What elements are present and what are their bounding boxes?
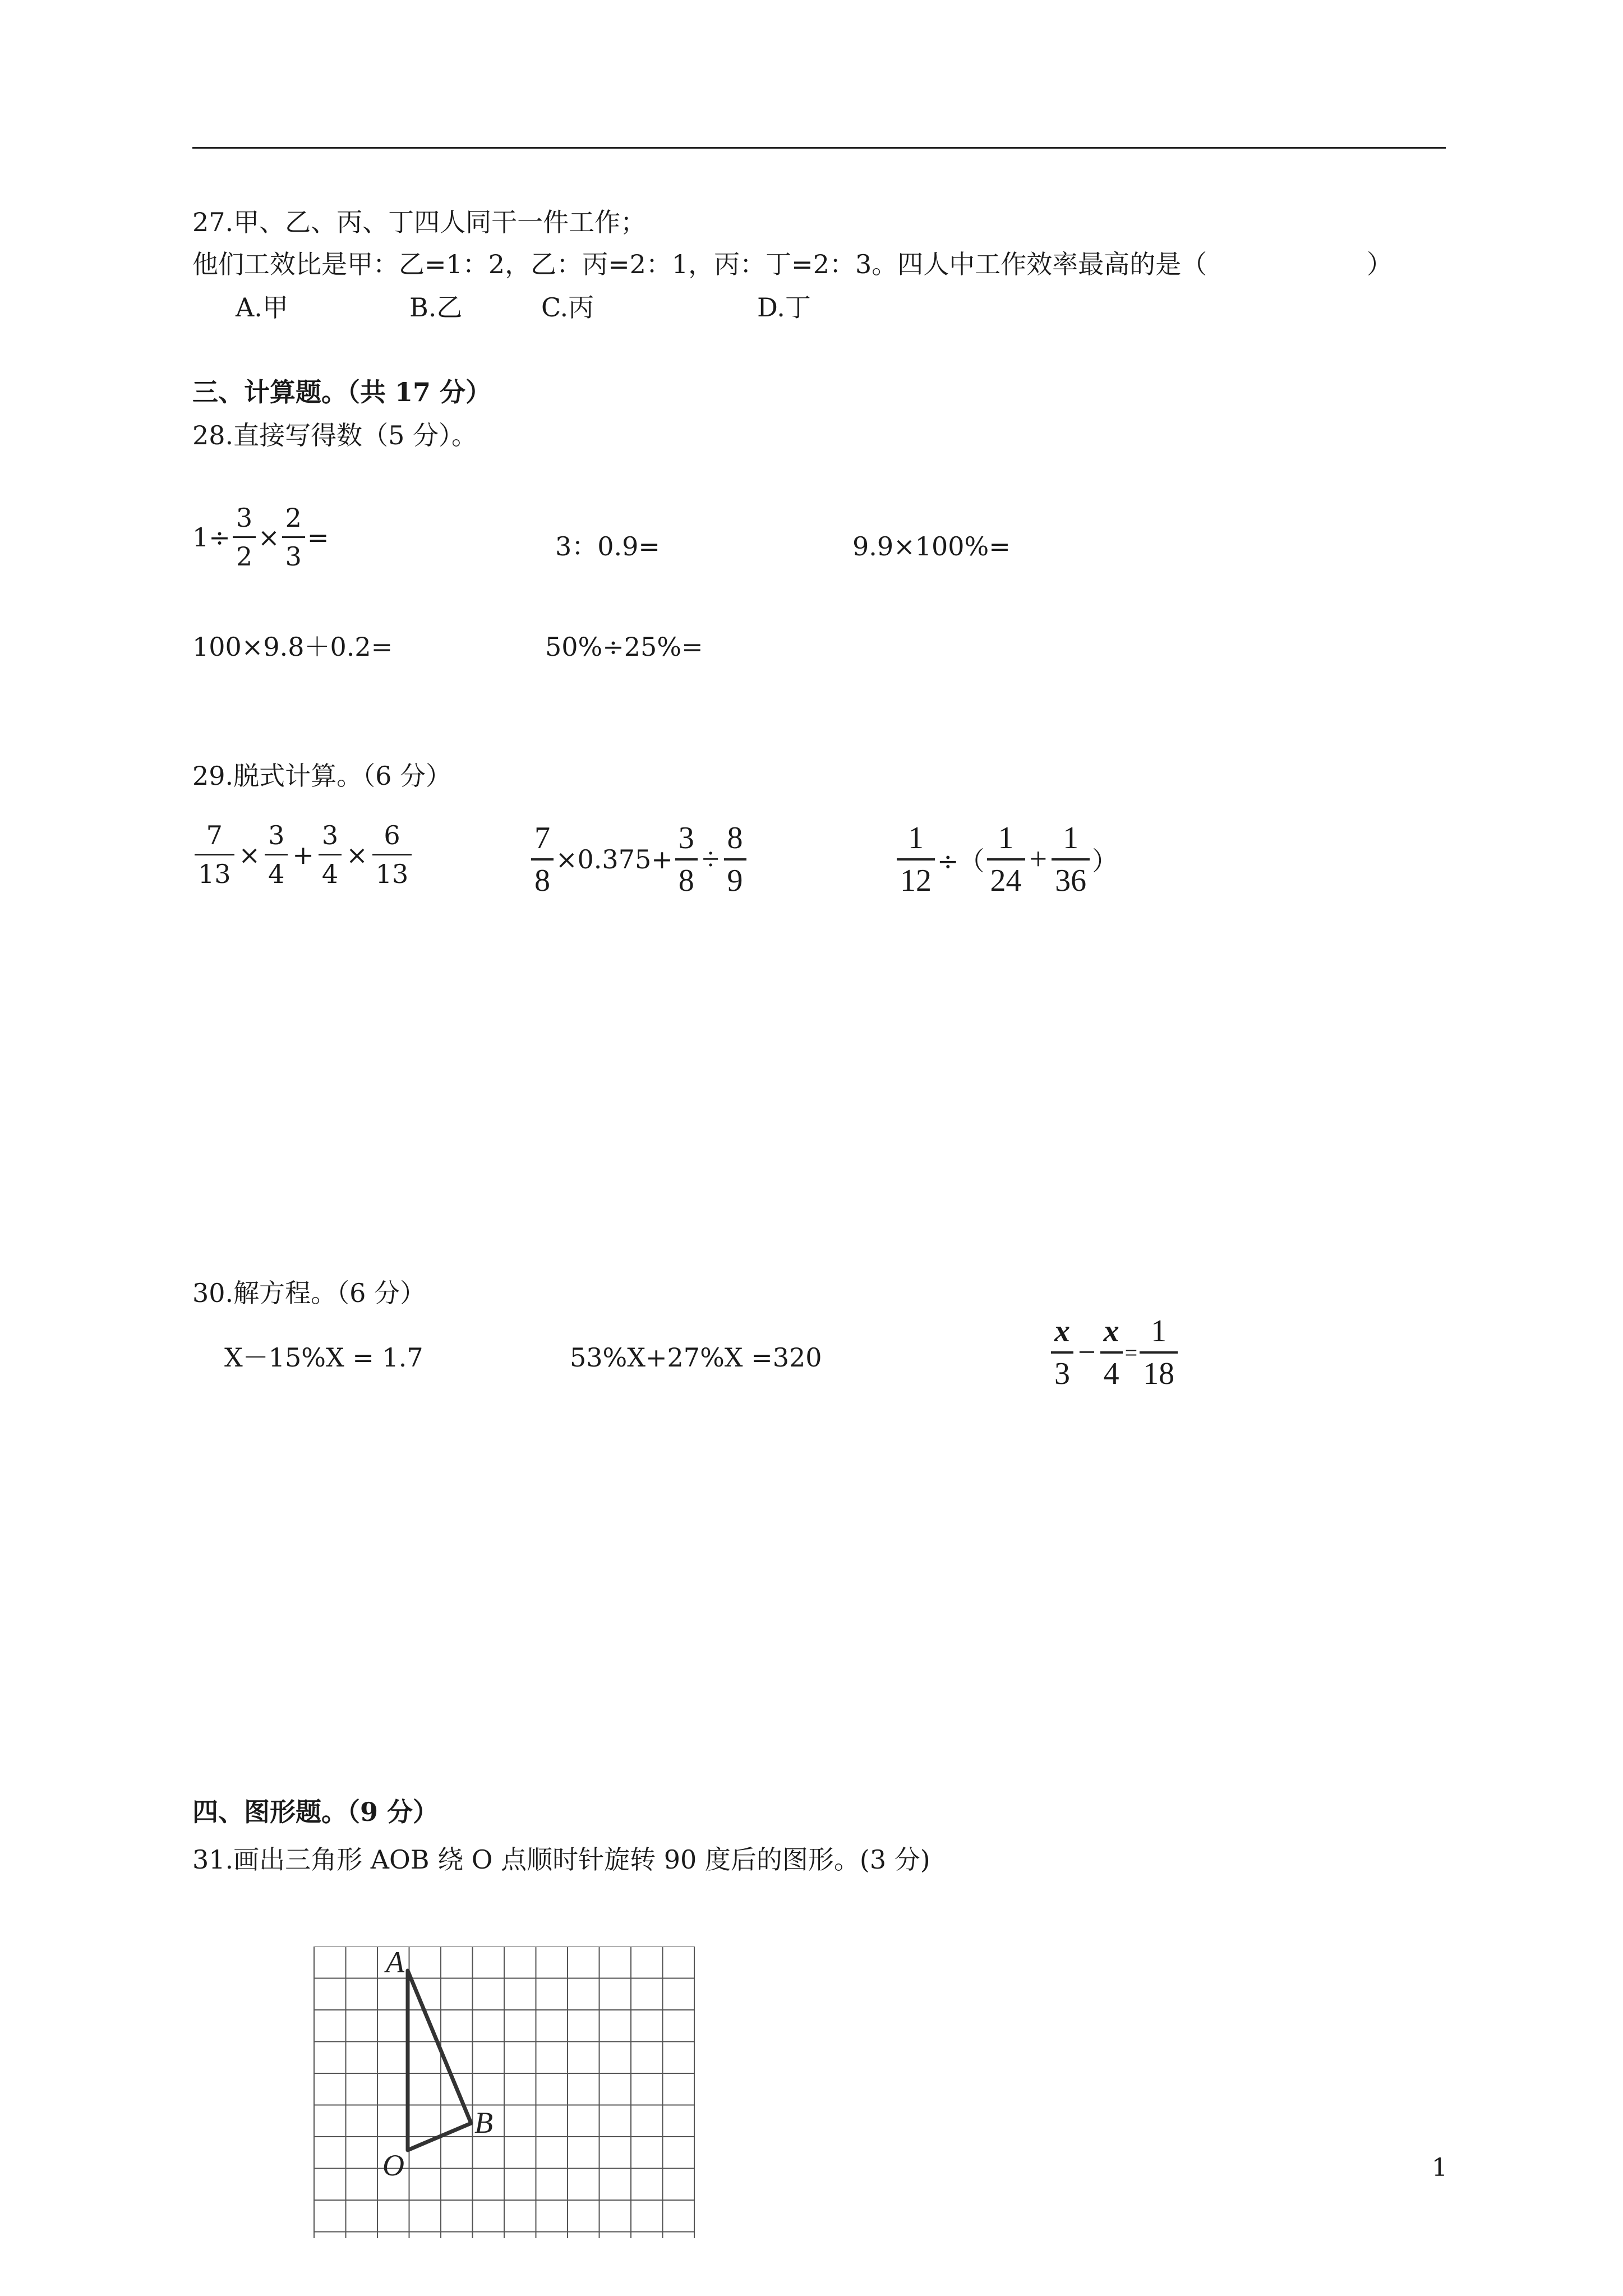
q29-e2-a-num: 7 [534,821,550,855]
q29-e2-frac-a [531,822,554,896]
q29-e3-close: ） [1092,846,1118,876]
q28-e1-f2-den: 3 [285,541,302,572]
label-a: A [386,1947,404,1979]
rotation-grid [303,1947,707,2238]
q30-e3-c-den: 18 [1143,1356,1175,1391]
header-rule [192,147,1446,149]
q30-title: 30.解方程。（6 分） [192,1278,426,1308]
q30-expr-1: X－15%X = 1.7 [224,1342,423,1373]
q27-paren-close: ） [1367,249,1393,279]
q28-e1-mid: × [258,522,280,553]
q28-expr-5: 50%÷25%= [545,632,703,662]
q30-e3-b-den: 4 [1103,1356,1119,1391]
q30-e3-minus: − [1078,1335,1096,1370]
q28-e1-f1-den: 2 [236,541,253,572]
q27-option-b: B.乙 [409,292,463,323]
q29-e2-a-den: 8 [534,863,550,898]
label-b: B [474,2106,493,2139]
q29-e2-mid: ×0.375+ [556,844,673,875]
q30-e3-eq: = [1124,1340,1138,1365]
q28-expr-2: 3：0.9= [555,531,660,562]
q29-e3-frac-a [897,822,935,896]
q29-expr-2 [529,822,749,896]
q27-option-c: C.丙 [541,292,594,323]
q30-e3-a-den: 3 [1054,1356,1070,1391]
q29-e2-b-den: 8 [678,863,694,898]
q29-e3-frac-b [987,822,1025,896]
label-o: O [382,2148,404,2182]
q28-expr-1 [192,503,329,572]
q29-e1-d-den: 13 [375,859,409,889]
q29-e1-d-num: 6 [384,820,400,850]
q29-e3-plus: + [1029,842,1048,877]
q29-e2-c-den: 9 [727,863,743,898]
q30-e3-frac-a [1051,1315,1073,1389]
q29-e3-c-num: 1 [1063,821,1079,855]
q29-e1-a-den: 13 [198,859,231,889]
q29-e3-a-den: 12 [900,863,932,898]
q29-e3-a-num: 1 [908,821,924,855]
q29-e2-c-num: 8 [727,821,743,855]
q27-option-a: A.甲 [236,292,288,323]
q28-e1-frac-1 [233,503,256,572]
q29-expr-3 [895,822,1118,896]
q30-e3-b-num: x [1103,1314,1119,1349]
q30-e3-a-num: x [1054,1314,1070,1349]
section3-title: 三、计算题。（共 17 分） [192,377,492,407]
q29-e3-op: ÷（ [937,846,985,876]
page-number: 1 [1432,2154,1447,2182]
q31-title: 31.画出三角形 AOB 绕 O 点顺时针旋转 90 度后的图形。(3 分) [192,1844,930,1875]
q29-e1-op2: + [292,839,314,870]
q28-e1-f1-num: 3 [236,503,253,533]
q28-e1-frac-2 [282,503,305,572]
q30-expr-2: 53%X+27%X =320 [570,1342,822,1373]
q29-e1-frac-a [195,822,234,887]
q29-e3-b-num: 1 [998,821,1014,855]
q29-expr-1 [192,822,414,887]
q30-expr-3 [1049,1315,1180,1389]
q29-e1-op3: × [346,839,368,870]
section4-title: 四、图形题。（9 分） [192,1797,439,1827]
q29-e1-frac-d [372,822,412,887]
q30-e3-frac-c [1140,1315,1178,1389]
q29-e1-op1: × [238,839,261,870]
q29-e2-frac-c [724,822,746,896]
q29-e2-frac-b [675,822,698,896]
triangle-aob [408,1971,471,2150]
q30-e3-c-num: 1 [1151,1314,1167,1349]
q29-e3-b-den: 24 [990,863,1022,898]
q29-e1-b-den: 4 [268,859,285,889]
q28-e1-post: = [307,522,329,553]
q29-e1-frac-c [319,822,342,887]
q28-e1-pre: 1÷ [192,522,230,553]
q28-expr-3: 9.9×100%= [852,531,1011,562]
q29-e3-c-den: 36 [1055,863,1087,898]
q28-expr-4: 100×9.8＋0.2= [192,632,393,662]
q29-e1-c-den: 4 [321,859,339,889]
q29-e3-frac-c [1052,822,1090,896]
q29-e1-b-num: 3 [268,820,285,850]
q30-e3-frac-b [1100,1315,1123,1389]
q29-e2-op: ÷ [702,842,720,877]
q29-e1-c-num: 3 [321,820,339,850]
q27-line2: 他们工效比是甲：乙=1：2，乙：丙=2：1，丙：丁=2：3。四人中工作效率最高的是（ [192,249,1207,279]
q29-e1-frac-b [265,822,288,887]
q28-e1-f2-num: 2 [285,503,302,533]
q28-title: 28.直接写得数（5 分）。 [192,420,478,450]
q29-e2-b-num: 3 [678,821,694,855]
q27-option-d: D.丁 [757,292,811,323]
q29-title: 29.脱式计算。（6 分） [192,761,452,791]
q27-line1: 27.甲、乙、丙、丁四人同干一件工作； [192,207,647,237]
q29-e1-a-num: 7 [206,820,223,850]
